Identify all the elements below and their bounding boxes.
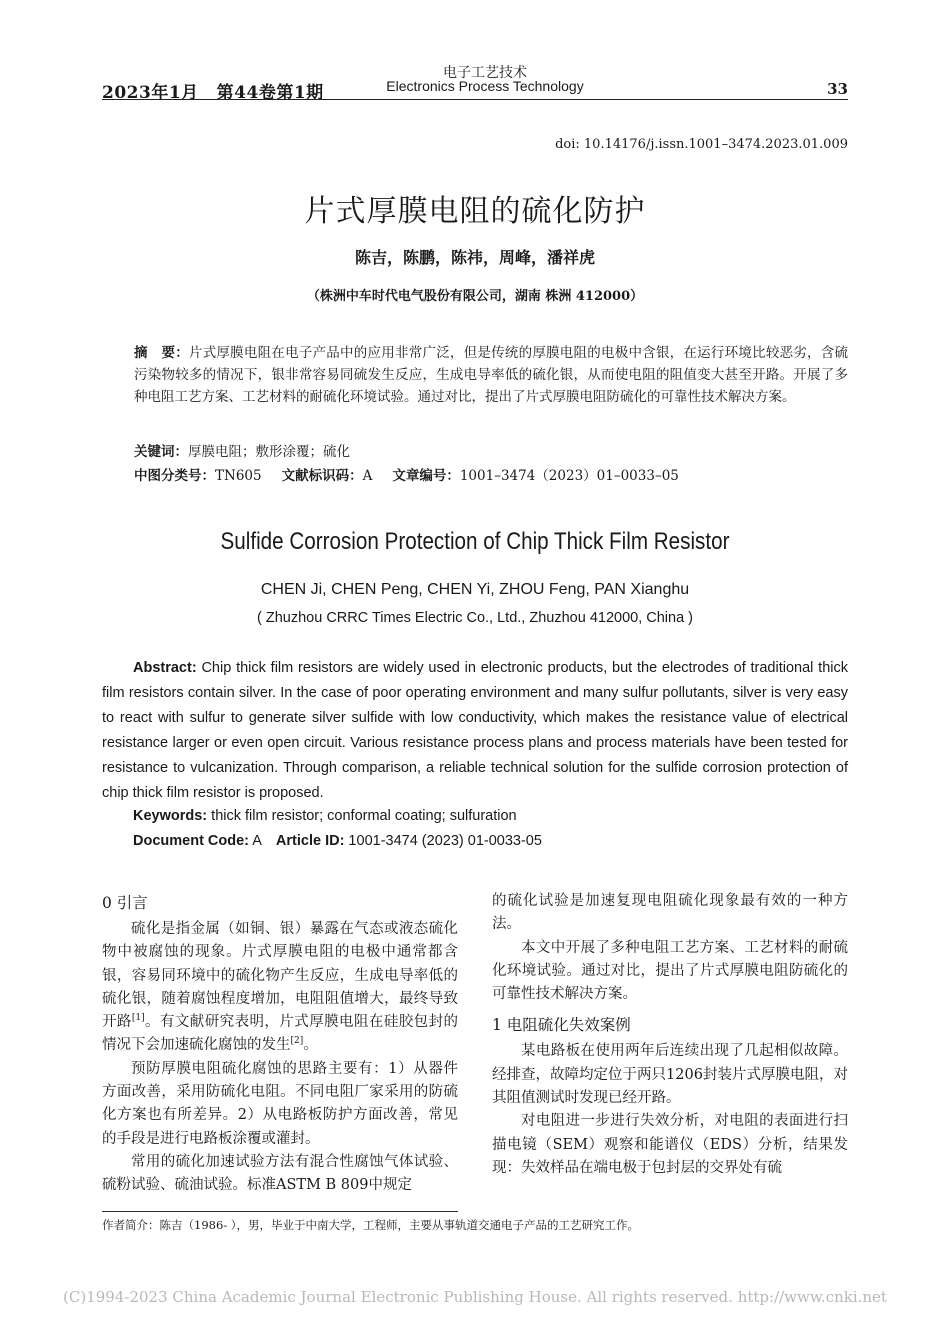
article-id-label: Article ID: (275, 833, 345, 849)
paper-title-en: Sulfide Corrosion Protection of Chip Thick Film Resistor (220, 528, 730, 555)
journal-name-en: Electronics Process Technology (386, 78, 584, 94)
intro-paragraph-4: 本文中开展了多种电阻工艺方案、工艺材料的耐硫化环境试验。通过对比，提出了片式厚膜电阻防硫化的可靠性技术解决方案。 (492, 939, 848, 1003)
keywords-en (133, 805, 848, 827)
issue-date: 2023年1月 (102, 83, 199, 103)
citation-2[interactable]: [2] (290, 1036, 304, 1047)
keywords-en-label: Keywords: (133, 808, 208, 824)
page-number: 33 (827, 80, 848, 98)
section-heading-introduction: 0 引言 (102, 894, 148, 912)
doc-code-value: A (362, 468, 373, 484)
intro-p1-text-c: 。 (303, 1037, 318, 1054)
keywords-en-text: thick film resistor; conformal coating; sulfuration (207, 808, 517, 824)
intro-paragraph-2: 预防厚膜电阻硫化腐蚀的思路主要有：1）从器件方面改善，采用防硫化电阻。不同电阻厂家采用的防硫化方案也有所差异。2）从电路板防护方面改善，常见的手段是进行电路板涂覆或灌封。 (102, 1060, 458, 1147)
intro-p1-text-b: 。有文献研究表明，片式厚膜电阻在硅胶包封的情况下会加速硫化腐蚀的发生 (102, 1014, 459, 1054)
intro-paragraph-1 (102, 918, 458, 1058)
affiliation-en: ( Zhuzhou CRRC Times Electric Co., Ltd., Zhuzhou 412000, China ) (257, 610, 693, 626)
document-code-en (133, 830, 848, 852)
article-number-label: 文章编号： (392, 468, 460, 484)
body-column-right (492, 890, 848, 1180)
keywords-cn-text: 厚膜电阻；敷形涂覆；硫化 (188, 444, 350, 460)
intro-paragraph-3: 常用的硫化加速试验方法有混合性腐蚀气体试验、硫粉试验、硫油试验。标准ASTM B 809中规定 (102, 1153, 458, 1194)
keywords-cn-label: 关键词： (134, 444, 188, 460)
abstract-cn-text: 片式厚膜电阻在电子产品中的应用非常广泛，但是传统的厚膜电阻的电极中含银，在运行环境比较恶劣，含硫污染物较多的情况下，银非常容易同硫发生反应，生成电导率低的硫化银，从而使电阻的阻值变大甚至开路。开展了多种电阻工艺方案、工艺材料的耐硫化环境试验。通过对比，提出了片式厚膜电阻防硫化的可靠性技术解决方案。 (134, 345, 849, 405)
clc-label: 中图分类号： (134, 468, 215, 484)
authors-cn: 陈吉，陈鹏，陈祎，周峰，潘祥虎 (354, 248, 595, 267)
clc-value: TN605 (215, 468, 262, 484)
journal-name-cn: 电子工艺技术 (443, 65, 527, 81)
affiliation-cn: （株洲中车时代电气股份有限公司，湖南 株洲 412000） (306, 289, 644, 304)
section-heading-failure-case: 1 电阻硫化失效案例 (492, 1016, 631, 1035)
document-code-label: Document Code: (133, 833, 249, 849)
paper-title-cn: 片式厚膜电阻的硫化防护 (304, 194, 646, 229)
article-id-value: 1001-3474 (2023) 01-0033-05 (344, 833, 542, 849)
issue-volume: 第44卷第1期 (216, 83, 324, 103)
header-rule (102, 99, 848, 100)
abstract-cn (134, 342, 848, 408)
classification-cn (134, 465, 848, 487)
intro-paragraph-3-continued: 的硫化试验是加速复现电阻硫化现象最有效的一种方法。 (492, 893, 848, 933)
doc-code-label: 文献标识码： (281, 468, 363, 484)
keywords-cn (134, 441, 848, 463)
body-column-left (102, 890, 458, 1198)
citation-1[interactable]: [1] (131, 1013, 145, 1024)
abstract-en-label: Abstract: (133, 660, 197, 676)
footnote-rule (102, 1211, 458, 1212)
abstract-en (102, 656, 848, 806)
article-number-value: 1001–3474（2023）01–0033–05 (459, 468, 679, 484)
case-paragraph-1: 某电路板在使用两年后连续出现了几起相似故障。经排查，故障均定位于两只1206封装片式厚膜电阻，对其阻值测试时发现已经开路。 (492, 1043, 848, 1107)
abstract-en-text: Chip thick film resistors are widely used in electronic products, but the electrodes of traditional thick film resistors contain silver. In the case of poor operating environment and many sulfur pollutants, silver is very easy to react with sulfur to generate silver sulfide with low conductivity, which makes the resistance value of electrical resistance larger or even open circuit. Various resistance process plans and process materials have been tested for resistance to vulcanization. Through comparison, a reliable technical solution for the sulfide corrosion protection of chip thick film resistor is proposed. (102, 660, 848, 801)
case-paragraph-2: 对电阻进一步进行失效分析，对电阻的表面进行扫描电镜（SEM）观察和能谱仪（EDS）分析，结果发现：失效样品在端电极于包封层的交界处有硫 (492, 1113, 848, 1176)
abstract-cn-label: 摘 要： (134, 345, 189, 361)
document-code-value: A (249, 833, 262, 849)
authors-en: CHEN Ji, CHEN Peng, CHEN Yi, ZHOU Feng, PAN Xianghu (260, 581, 690, 598)
intro-p1-text-a: 硫化是指金属（如铜、银）暴露在气态或液态硫化物中被腐蚀的现象。片式厚膜电阻的电极中通常都含银，容易同环境中的硫化物产生反应，生成电导率低的硫化银，随着腐蚀程度增加，电阻阻值增大，最终导致开路 (102, 921, 458, 1031)
author-bio-footnote: 作者简介：陈吉（1986- ），男，毕业于中南大学，工程师，主要从事轨道交通电子产品的工艺研究工作。 (102, 1218, 640, 1232)
doi-link[interactable]: doi: 10.14176/j.issn.1001–3474.2023.01.009 (555, 137, 848, 152)
cnki-watermark: (C)1994-2023 China Academic Journal Electronic Publishing House. All rights reserved. http://www.cnki.net (63, 1288, 887, 1306)
